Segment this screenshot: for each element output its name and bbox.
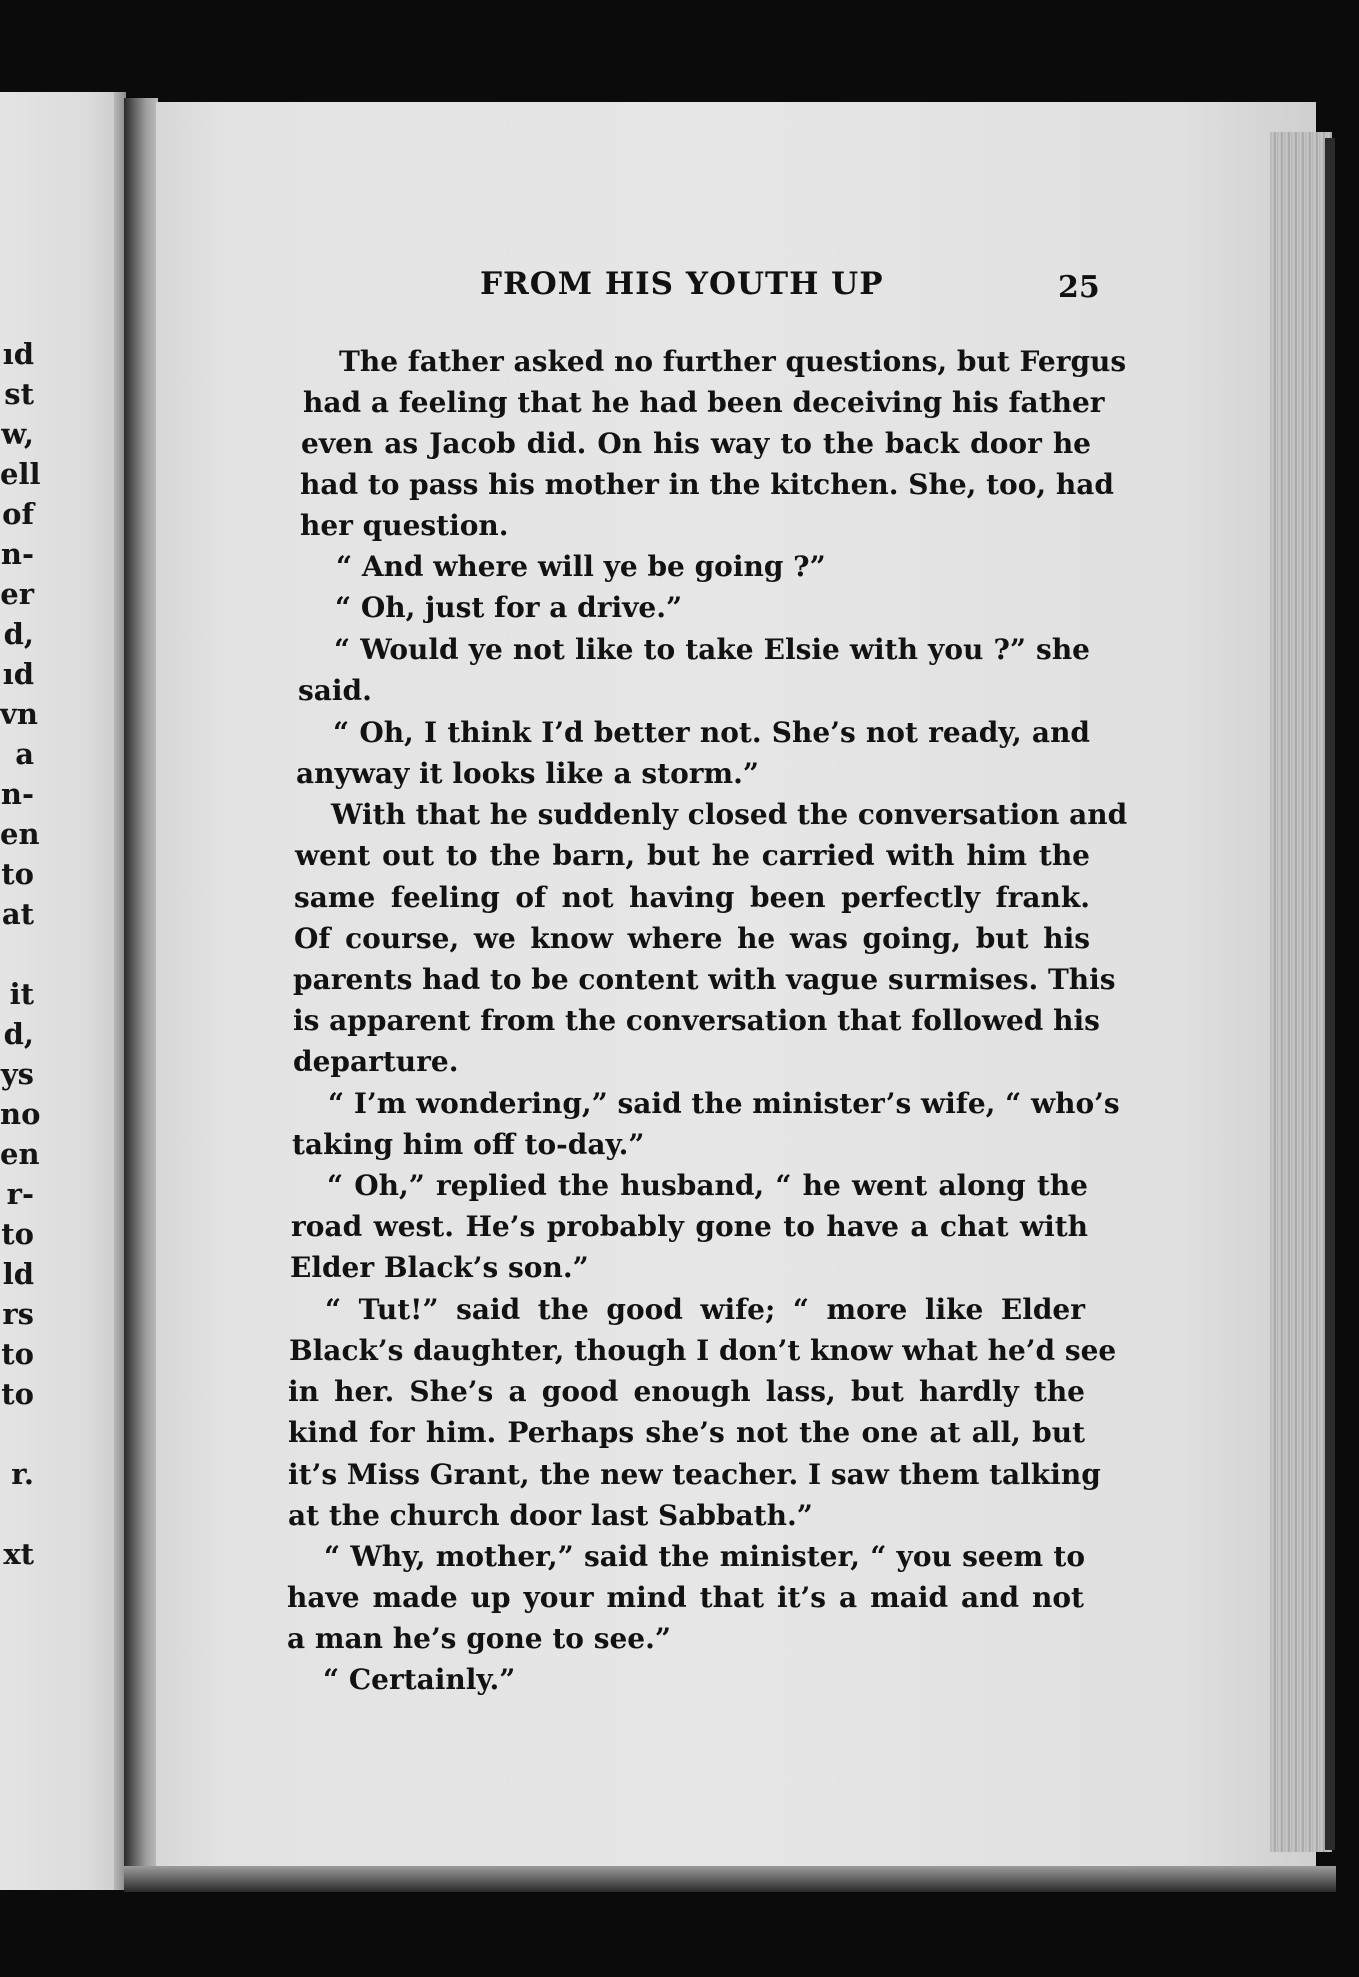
left-page-fragment: ys	[0, 1057, 34, 1091]
left-page-fragment: to	[1, 857, 34, 891]
left-page-fragment: at	[1, 897, 34, 931]
text-line: anyway it looks like a storm.”	[296, 757, 759, 790]
text-line: went out to the barn, but he carried with him the	[295, 839, 1090, 872]
text-line: parents had to be content with vague surmises. This	[293, 963, 1116, 996]
text-line: departure.	[293, 1045, 459, 1078]
text-line: “ I’m wondering,” said the minister’s wife, “ who’s	[328, 1087, 1120, 1120]
left-page-fragment: to	[1, 1377, 34, 1411]
text-line: at the church door last Sabbath.”	[288, 1499, 813, 1532]
text-line: “ Oh, just for a drive.”	[335, 591, 683, 624]
text-line: said.	[298, 674, 372, 707]
text-line: The father asked no further questions, but Fergus	[339, 345, 1127, 378]
text-line: had a feeling that he had been deceiving his father	[303, 386, 1105, 419]
text-line: kind for him. Perhaps she’s not the one at all, but	[288, 1416, 1085, 1449]
page-bottom-shadow	[124, 1866, 1336, 1892]
left-page-fragment: r-	[6, 1177, 34, 1211]
left-page-fragment: no	[0, 1097, 41, 1131]
text-line: With that he suddenly closed the conversation and	[331, 798, 1128, 831]
text-line: Elder Black’s son.”	[290, 1251, 589, 1284]
left-page-fragment: w,	[1, 417, 34, 451]
text-line: had to pass his mother in the kitchen. She, too, had	[300, 468, 1114, 501]
text-line: have made up your mind that it’s a maid and not	[287, 1581, 1084, 1614]
left-page-fragment: vn	[0, 697, 38, 731]
page-edge-shadow	[1325, 138, 1335, 1850]
text-line: it’s Miss Grant, the new teacher. I saw them talking	[288, 1458, 1101, 1491]
text-line: is apparent from the conversation that followed his	[293, 1004, 1100, 1037]
text-line: “ Why, mother,” said the minister, “ you seem to	[324, 1540, 1085, 1573]
book-gutter	[124, 98, 158, 1888]
left-page-fragment: to	[1, 1337, 34, 1371]
text-line: taking him off to-day.”	[292, 1128, 645, 1161]
left-page-fragment: n-	[0, 537, 34, 571]
text-line: “ Oh, I think I’d better not. She’s not ready, and	[333, 716, 1090, 749]
left-page-fragment: ld	[2, 1257, 34, 1291]
text-line: Of course, we know where he was going, but his	[294, 922, 1090, 955]
left-page-fragment: a	[15, 737, 34, 771]
page-number: 25	[1058, 270, 1100, 305]
text-line: “ Tut!” said the good wife; “ more like Elder	[325, 1293, 1085, 1326]
left-page-fragment: xt	[3, 1537, 34, 1571]
left-page-fragment: ell	[0, 457, 41, 491]
text-line: same feeling of not having been perfectly frank.	[294, 881, 1090, 914]
left-page-fragment: en	[0, 1137, 40, 1171]
text-line: “ And where will ye be going ?”	[336, 550, 826, 583]
text-line: even as Jacob did. On his way to the back door he	[301, 427, 1091, 460]
left-page-fragment: it	[9, 977, 34, 1011]
left-page-fragment: ıd	[2, 657, 34, 691]
page-edge-stack	[1270, 132, 1332, 1852]
left-page-fragment: of	[2, 497, 34, 531]
text-line: her question.	[300, 509, 509, 542]
left-page-fragment: st	[4, 377, 34, 411]
left-page-fragment: d,	[3, 1017, 34, 1051]
left-page-fragment: n-	[0, 777, 34, 811]
left-page-fragment: to	[1, 1217, 34, 1251]
text-line: road west. He’s probably gone to have a chat with	[291, 1210, 1088, 1243]
text-line: a man he’s gone to see.”	[287, 1622, 671, 1655]
text-line: “ Oh,” replied the husband, “ he went along the	[327, 1169, 1088, 1202]
text-line: “ Certainly.”	[323, 1663, 516, 1696]
left-page-fragment: rs	[2, 1297, 34, 1331]
left-page-fragment: ıd	[2, 337, 34, 371]
left-page-fragment: r.	[11, 1457, 34, 1491]
text-line: Black’s daughter, though I don’t know what he’d see	[289, 1334, 1117, 1367]
left-page-fragment: en	[0, 817, 40, 851]
left-page-fragment: er	[0, 577, 34, 611]
running-head: FROM HIS YOUTH UP	[480, 266, 884, 302]
left-page-fragment: d,	[3, 617, 34, 651]
text-line: “ Would ye not like to take Elsie with you ?” she	[334, 633, 1090, 666]
text-line: in her. She’s a good enough lass, but hardly the	[288, 1375, 1085, 1408]
